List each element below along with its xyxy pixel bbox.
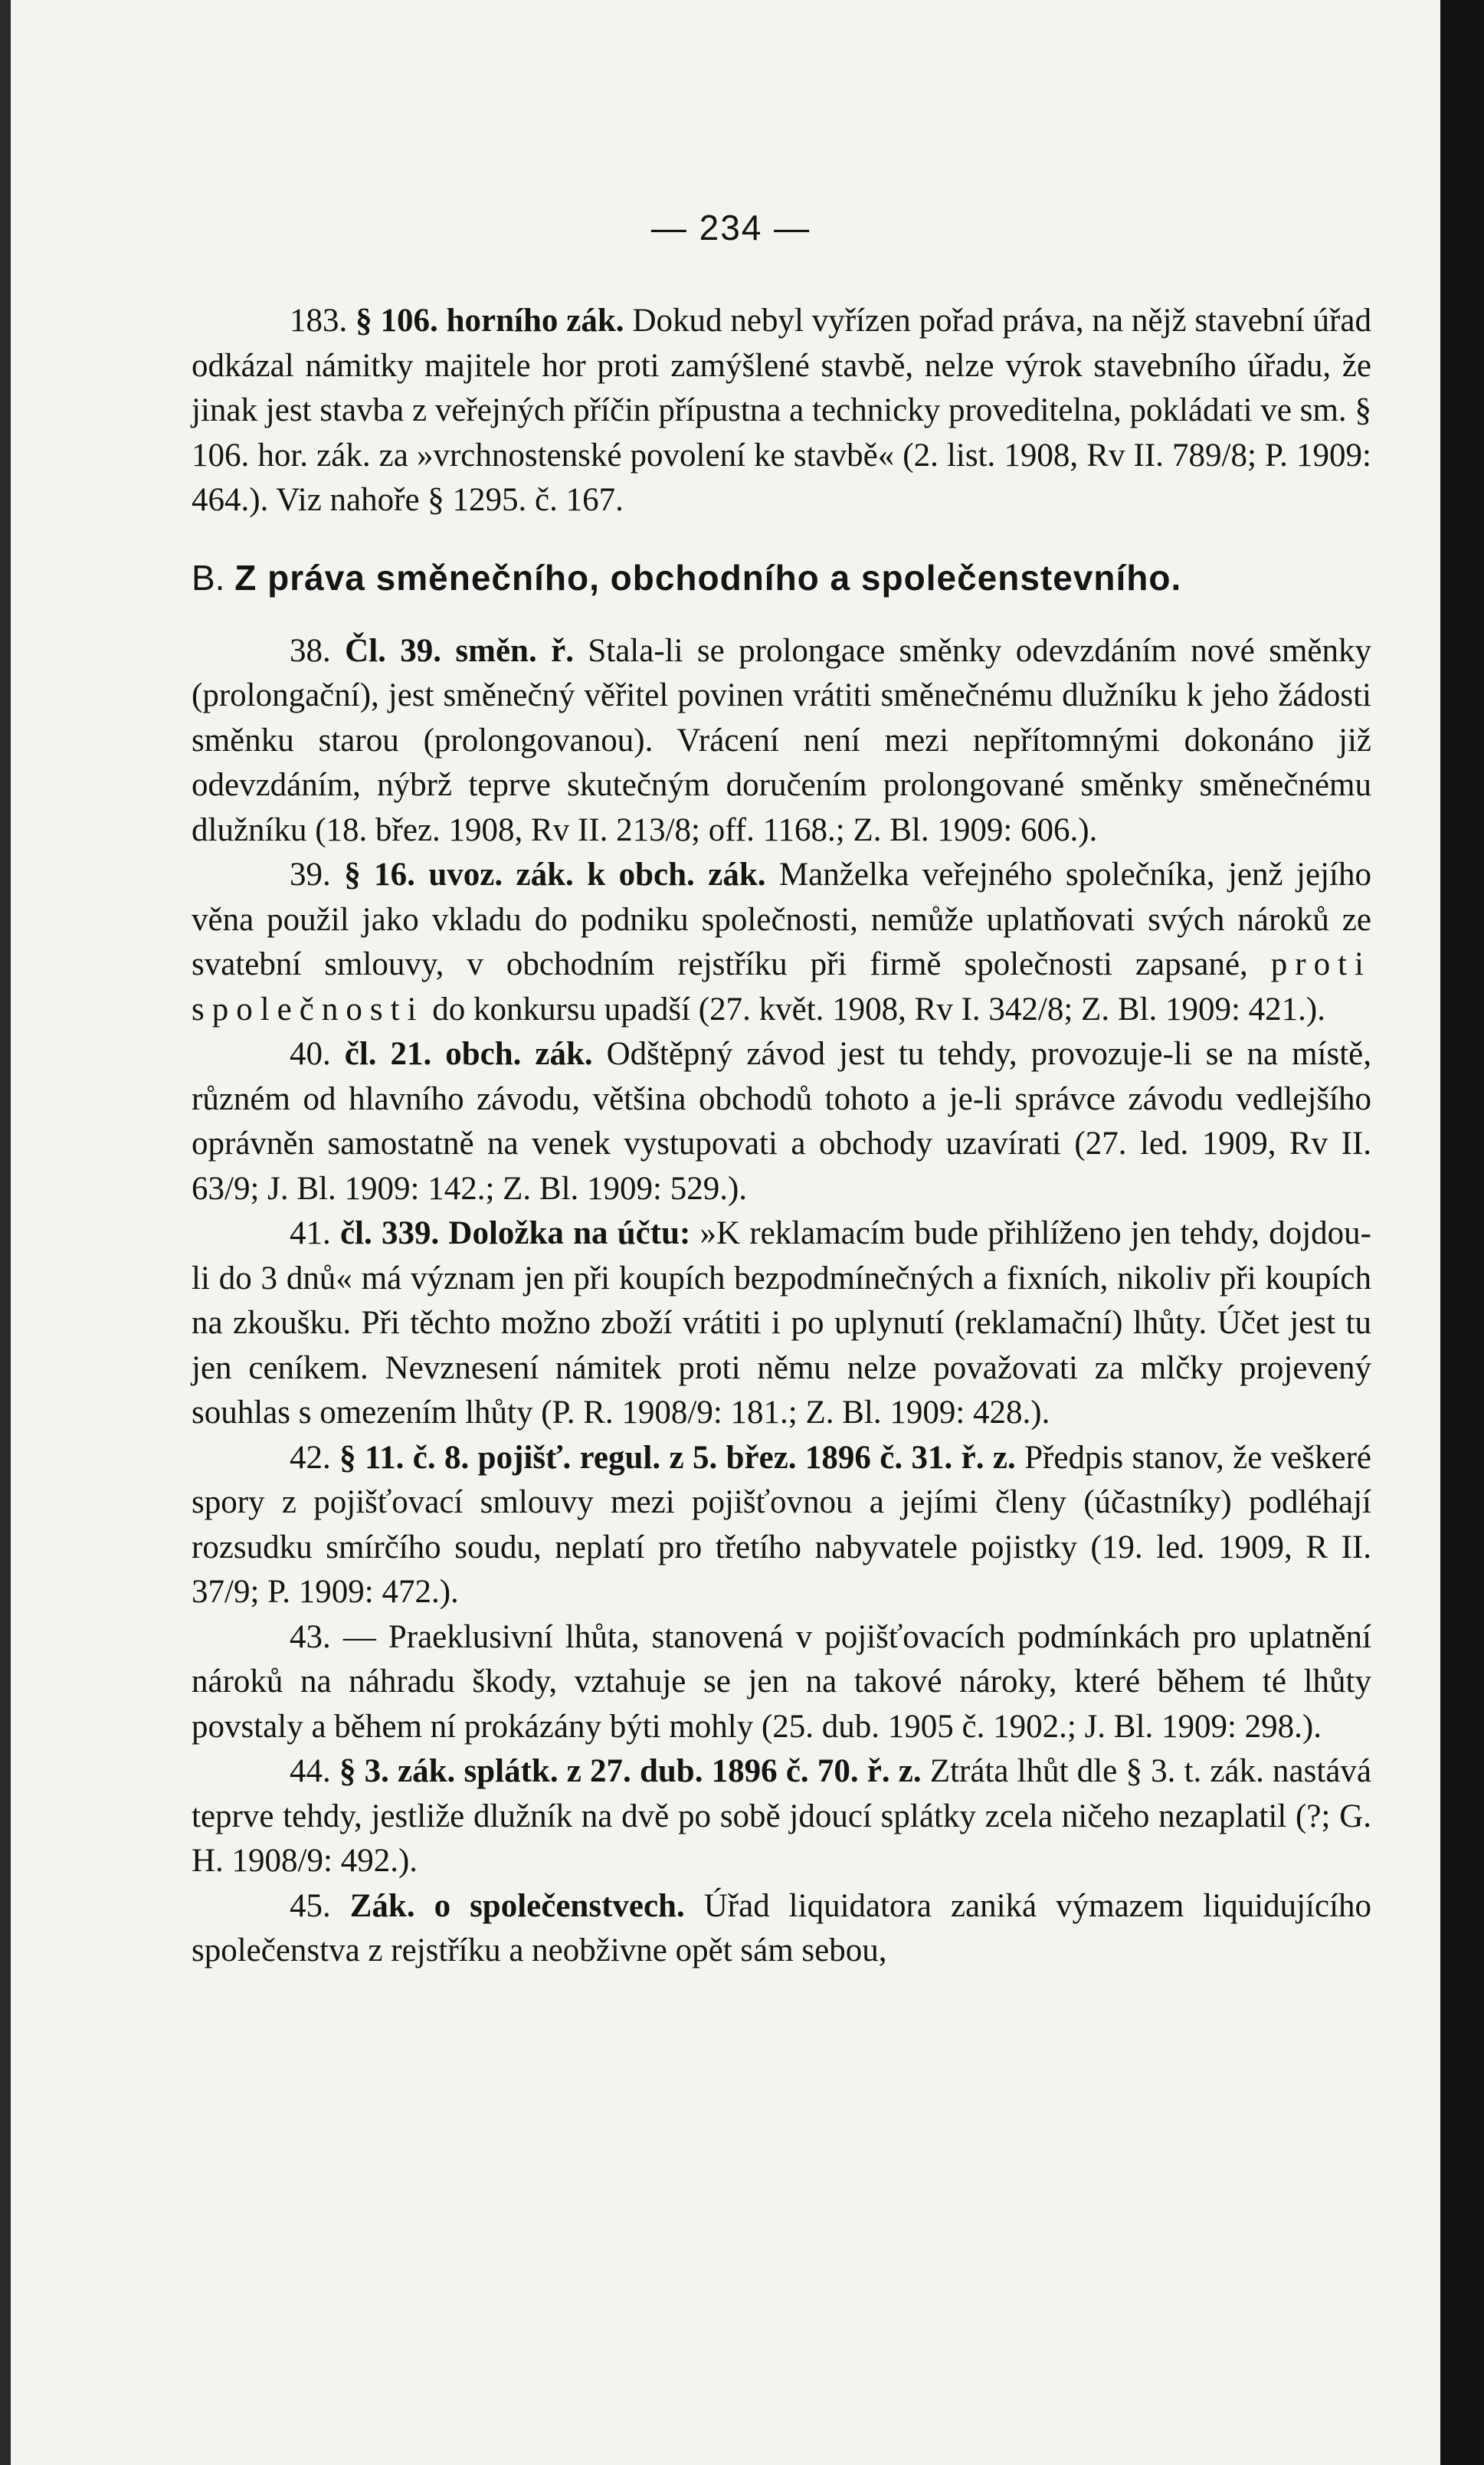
entry-42 xyxy=(192,1436,1371,1615)
page-body xyxy=(192,299,1371,1974)
entry-number: 41. xyxy=(290,1215,331,1251)
entry-38 xyxy=(192,629,1371,854)
entry-text: Ztráta lhůt dle § 3. t. zák. nastává teprve tehdy, jestliže dlužník na dvě po sobě jdoucí splátky zcela ničeho nezaplatil (?; G. H. 1908/9: 492.). xyxy=(192,1753,1371,1879)
entry-39 xyxy=(192,853,1371,1032)
section-title: Z práva směnečního, obchodního a společenstevního. xyxy=(234,557,1182,598)
entry-heading: § 106. horního zák. xyxy=(355,303,624,339)
entry-text: Manželka veřejného společníka, jenž jejího věna použil jako vkladu do podniku společnosti, nemůže uplatňovati svých nároků ze svatební smlouvy, v obchodním rejstříku při firmě společnosti zapsané, xyxy=(192,857,1371,982)
entry-heading: Čl. 39. směn. ř. xyxy=(345,632,574,669)
entry-43 xyxy=(192,1615,1371,1750)
entry-number: 183. xyxy=(290,303,348,339)
entry-text: Dokud nebyl vyřízen pořad práva, na nějž stavební úřad odkázal námitky majitele hor proti zamýšlené stavbě, nelze výrok stavebního úřadu, že jinak jest stavba z veřejných příčin přípustna a technicky proveditelna, pokládati ve sm. § 106. hor. zák. za »vrchnostenské povolení ke stavbě« (2. list. 1908, Rv II. 789/8; P. 1909: 464.). Viz nahoře § 1295. č. 167. xyxy=(192,303,1372,518)
entry-heading: § 11. č. 8. pojišť. regul. z 5. břez. 1896 č. 31. ř. z. xyxy=(339,1439,1016,1476)
entry-heading: § 16. uvoz. zák. k obch. zák. xyxy=(344,857,766,893)
entry-40 xyxy=(192,1032,1371,1211)
entry-text: Odštěpný závod jest tu tehdy, provozuje-li se na místě, různém od hlavního závodu, většina obchodů tohoto a je-li správce závodu vedlejšího oprávněn samostatně na venek vystupovati a obchody uzavírati (27. led. 1909, Rv II. 63/9; J. Bl. 1909: 142.; Z. Bl. 1909: 529.). xyxy=(192,1036,1372,1207)
entry-heading: § 3. zák. splátk. z 27. dub. 1896 č. 70. ř. z. xyxy=(339,1753,922,1789)
section-heading xyxy=(192,554,1371,601)
page-edge-shadow xyxy=(1440,0,1484,2465)
entry-heading: čl. 339. Doložka na účtu: xyxy=(339,1215,691,1251)
entry-text: Úřad liquidatora zaniká výmazem liquidujícího společenstva z rejstříku a neobživne opět sám sebou, xyxy=(192,1887,1372,1968)
entry-text: — Praeklusivní lhůta, stanovená v pojišťovacích podmínkách pro uplatnění nároků na náhradu škody, vztahuje se jen na takové nároky, které během té lhůty povstaly a během ní prokázány býti mohly (25. dub. 1905 č. 1902.; J. Bl. 1909: 298.). xyxy=(192,1618,1371,1745)
entry-text: do konkursu upadší (27. květ. 1908, Rv I. 342/8; Z. Bl. 1909: 421.). xyxy=(432,991,1325,1028)
entry-text: »K reklamacím bude přihlíženo jen tehdy, dojdou-li do 3 dnů« má význam jen při koupích bezpodmínečných a fixních, nikoliv při koupích na zkoušku. Při těchto možno zboží vrátiti i po uplynutí (reklamační) lhůty. Účet jest tu jen ceníkem. Nevznesení námitek proti němu nelze považovati za mlčky projevený souhlas s omezením lhůty (P. R. 1908/9: 181.; Z. Bl. 1909: 428.). xyxy=(192,1215,1372,1431)
entry-41 xyxy=(192,1211,1371,1436)
entry-heading: Zák. o společenstvech. xyxy=(349,1887,685,1924)
entry-number: 38. xyxy=(290,632,331,669)
entry-number: 43. xyxy=(290,1618,331,1655)
entry-number: 42. xyxy=(290,1439,331,1476)
entry-183 xyxy=(192,299,1371,523)
entry-number: 44. xyxy=(290,1753,331,1789)
section-letter: B. xyxy=(192,557,225,598)
page-number: — 234 — xyxy=(650,208,811,247)
entry-text-spaced: proti společnosti xyxy=(192,946,1371,1028)
entry-number: 39. xyxy=(290,857,331,893)
entry-45 xyxy=(192,1884,1371,1974)
entry-number: 40. xyxy=(290,1036,331,1072)
entry-44 xyxy=(192,1749,1371,1884)
entry-heading: čl. 21. obch. zák. xyxy=(344,1036,593,1072)
entry-number: 45. xyxy=(290,1887,331,1924)
entry-text: Předpis stanov, že veškeré spory z pojišťovací smlouvy mezi pojišťovnou a jejími členy (účastníky) podléhají rozsudku smírčího soudu, neplatí pro třetího nabyvatele pojistky (19. led. 1909, R II. 37/9; P. 1909: 472.). xyxy=(192,1439,1371,1610)
entry-text: Stala-li se prolongace směnky odevzdáním nové směnky (prolongační), jest směnečný věřitel povinen vrátiti směnečnému dlužníku k jeho žádosti směnku starou (prolongovanou). Vrácení není mezi nepřítomnými dokonáno již odevzdáním, nýbrž teprve skutečným doručením prolongované směnky směnečnému dlužníku (18. břez. 1908, Rv II. 213/8; off. 1168.; Z. Bl. 1909: 606.). xyxy=(192,632,1371,848)
